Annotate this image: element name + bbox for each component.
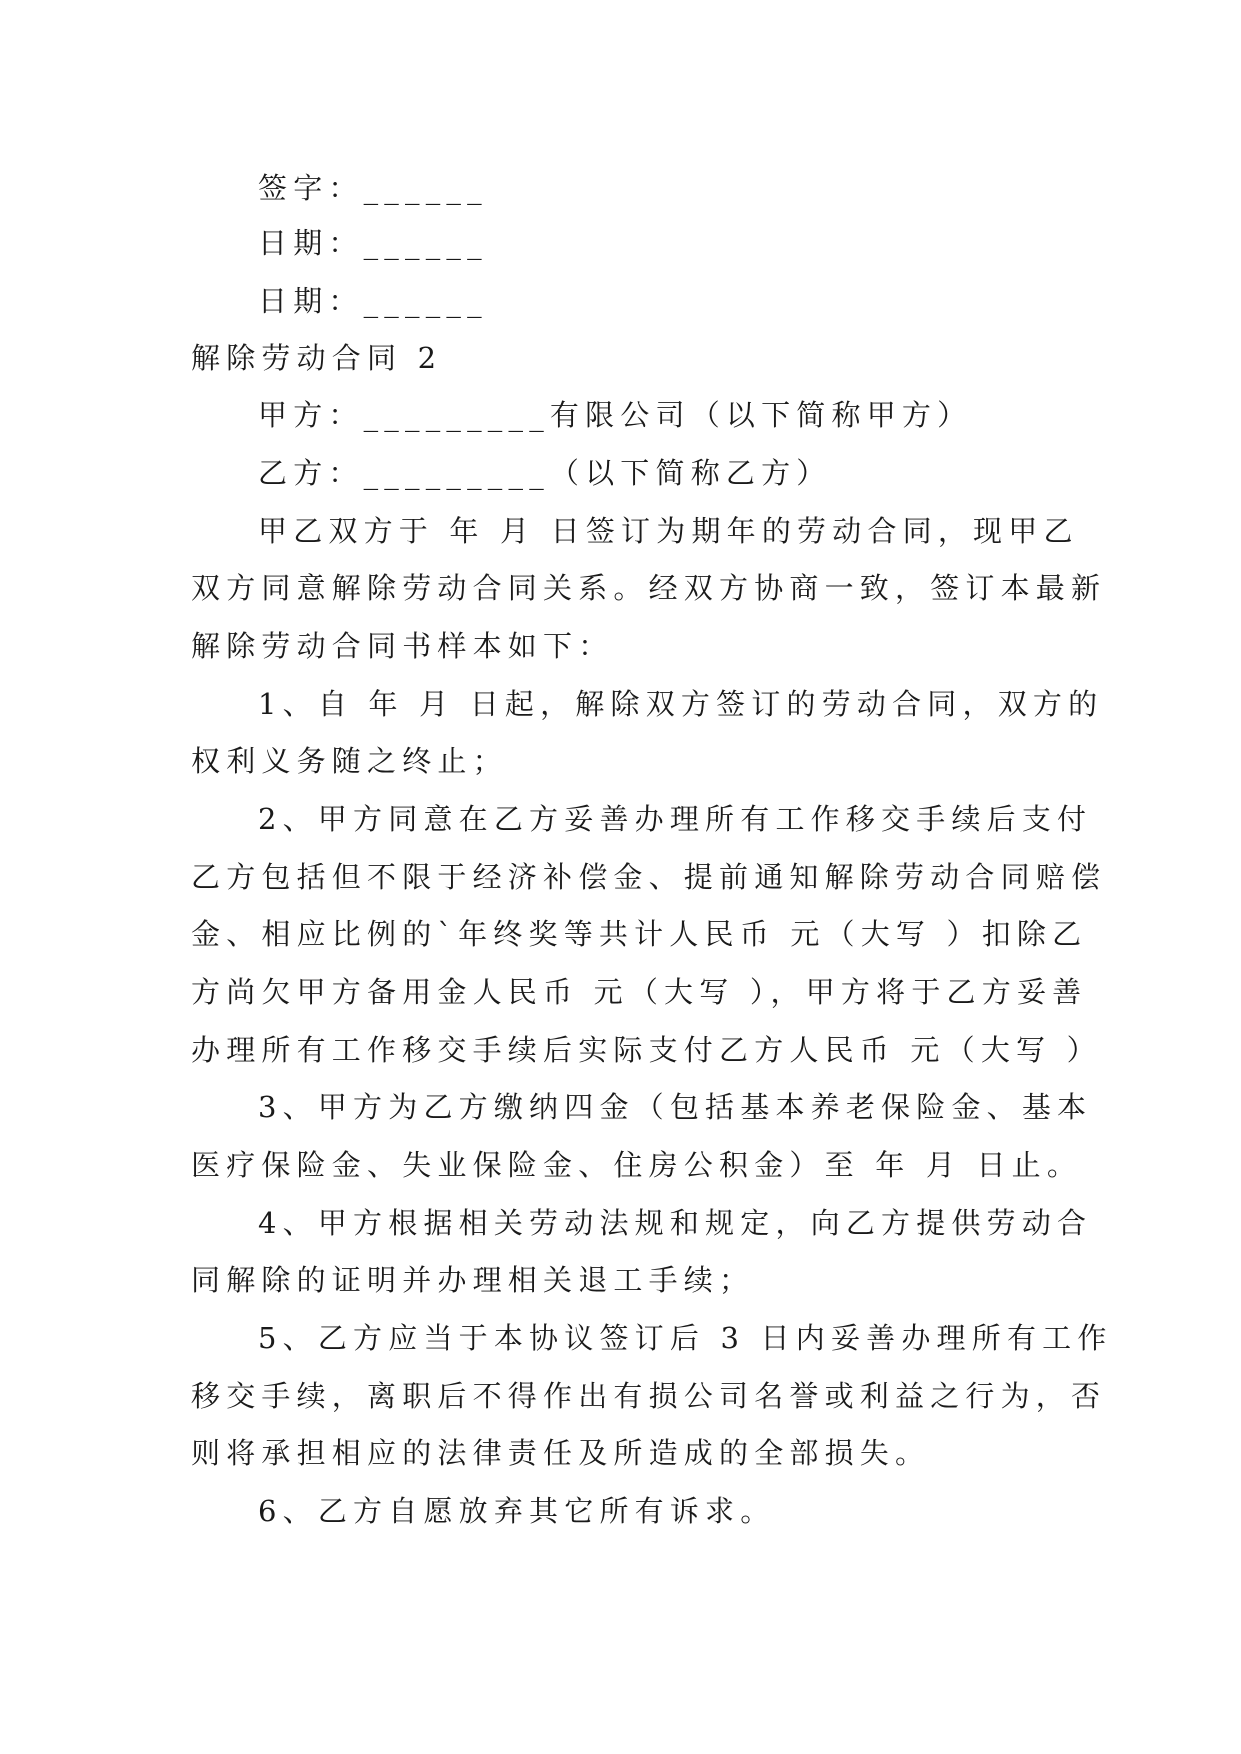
clause-2-line-4: 方尚欠甲方备用金人民币 元（大写 ），甲方将于乙方妥善 xyxy=(191,975,1088,1009)
signature-field: 签字：______ xyxy=(258,171,488,205)
clause-4-line-1: 4、甲方根据相关劳动法规和规定，向乙方提供劳动合 xyxy=(258,1206,1093,1240)
intro-line-2: 双方同意解除劳动合同关系。经双方协商一致，签订本最新 xyxy=(191,571,1107,605)
clause-5-line-3: 则将承担相应的法律责任及所造成的全部损失。 xyxy=(191,1436,931,1470)
intro-line-3: 解除劳动合同书样本如下： xyxy=(191,629,614,663)
clause-2-line-5: 办理所有工作移交手续后实际支付乙方人民币 元（大写 ） xyxy=(191,1033,1102,1067)
intro-line-1: 甲乙双方于 年 月 日签订为期年的劳动合同，现甲乙 xyxy=(258,514,1079,548)
clause-6-line-1: 6、乙方自愿放弃其它所有诉求。 xyxy=(258,1494,776,1528)
party-b-line: 乙方：_________（以下简称乙方） xyxy=(258,456,832,490)
party-a-line: 甲方：_________有限公司（以下简称甲方） xyxy=(258,398,973,432)
clause-2-line-3: 金、相应比例的`年终奖等共计人民币 元（大写 ）扣除乙 xyxy=(191,917,1088,951)
clause-2-line-1: 2、甲方同意在乙方妥善办理所有工作移交手续后支付 xyxy=(258,802,1093,836)
clause-1-line-1: 1、自 年 月 日起，解除双方签订的劳动合同，双方的 xyxy=(258,687,1104,721)
date-field-2: 日期：______ xyxy=(258,284,488,318)
clause-5-line-1: 5、乙方应当于本协议签订后 3 日内妥善办理所有工作 xyxy=(258,1321,1113,1355)
date-field-1: 日期：______ xyxy=(258,226,488,260)
clause-3-line-1: 3、甲方为乙方缴纳四金（包括基本养老保险金、基本 xyxy=(258,1090,1093,1124)
clause-4-line-2: 同解除的证明并办理相关退工手续； xyxy=(191,1263,755,1297)
contract-title: 解除劳动合同 2 xyxy=(191,341,443,375)
clause-5-line-2: 移交手续，离职后不得作出有损公司名誉或利益之行为，否 xyxy=(191,1379,1107,1413)
clause-3-line-2: 医疗保险金、失业保险金、住房公积金）至 年 月 日止。 xyxy=(191,1148,1083,1182)
clause-1-line-2: 权利义务随之终止； xyxy=(191,744,508,778)
clause-2-line-2: 乙方包括但不限于经济补偿金、提前通知解除劳动合同赔偿 xyxy=(191,860,1107,894)
